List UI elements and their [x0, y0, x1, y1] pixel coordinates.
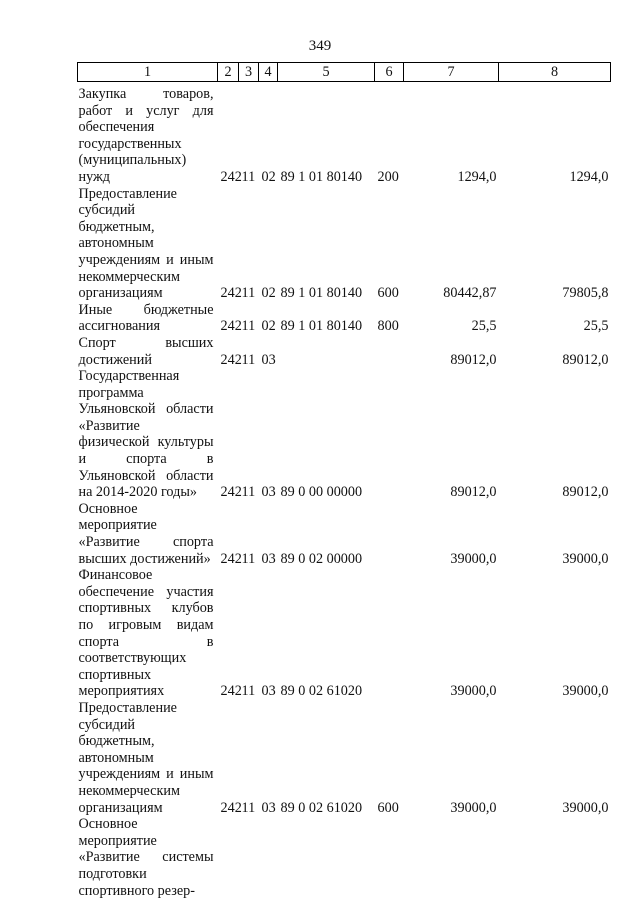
header-col-4: 4 — [259, 63, 278, 82]
row-subsection-code: 03 — [261, 351, 276, 368]
table-header-row — [78, 63, 611, 82]
page-number: 349 — [308, 38, 332, 54]
row-name: Основное мероприятие «Развитие системы подготовки спортивного резер- — [78, 816, 214, 899]
row-expense-type — [375, 567, 404, 700]
row-amount-col8: 1294,0 — [569, 168, 609, 185]
row-section-code: 11 — [241, 168, 256, 185]
row-ministry-code: 242 — [220, 285, 242, 302]
budget-table — [77, 62, 611, 899]
table-row — [78, 368, 611, 501]
row-amount-col8 — [499, 816, 611, 899]
header-col-7: 7 — [404, 63, 499, 82]
row-amount-col7: 1294,0 — [457, 168, 497, 185]
row-target-article: 89 0 00 00000 — [280, 484, 363, 501]
table-row — [78, 82, 611, 186]
row-amount-col7: 25,5 — [471, 318, 497, 335]
row-name: Иные бюджетные ассигнования — [78, 301, 214, 335]
row-section-code: 11 — [241, 285, 256, 302]
table-row — [78, 501, 611, 567]
table-row — [78, 186, 611, 302]
row-ministry-code: 242 — [220, 484, 242, 501]
row-subsection-code: 02 — [261, 168, 276, 185]
row-amount-col8: 39000,0 — [562, 550, 609, 567]
row-name: Государственная программа Ульяновской области «Развитие физической культуры и спорта в Ульяновской области на 2014-2020 годы» — [78, 368, 214, 501]
row-section-code: 11 — [241, 351, 256, 368]
header-col-2: 2 — [218, 63, 239, 82]
row-amount-col7: 89012,0 — [450, 351, 497, 368]
row-target-article — [278, 816, 375, 899]
row-ministry-code: 242 — [220, 683, 242, 700]
row-expense-type — [375, 816, 404, 899]
header-col-1: 1 — [78, 63, 218, 82]
row-subsection-code — [259, 816, 278, 899]
row-amount-col7: 89012,0 — [450, 484, 497, 501]
row-target-article: 89 1 01 80140 — [280, 318, 363, 335]
header-col-8: 8 — [499, 63, 611, 82]
row-section-code: 11 — [241, 799, 256, 816]
row-target-article: 89 0 02 61020 — [280, 799, 363, 816]
row-expense-type — [375, 368, 404, 501]
row-ministry-code: 242 — [220, 351, 242, 368]
row-section-code — [239, 816, 259, 899]
row-amount-col7: 39000,0 — [450, 550, 497, 567]
header-col-6: 6 — [375, 63, 404, 82]
row-amount-col8: 25,5 — [583, 318, 609, 335]
row-ministry-code: 242 — [220, 550, 242, 567]
row-name: Предоставление субсидий бюджетным, автономным учреждениям и иным некоммерческим организациям — [78, 185, 214, 302]
row-name: Спорт высших достижений — [78, 334, 214, 368]
row-ministry-code: 242 — [220, 799, 242, 816]
row-section-code: 11 — [241, 318, 256, 335]
table-row — [78, 700, 611, 816]
row-target-article: 89 0 02 61020 — [280, 683, 363, 700]
row-subsection-code: 03 — [261, 550, 276, 567]
header-col-5: 5 — [278, 63, 375, 82]
row-section-code: 11 — [241, 683, 256, 700]
table-row — [78, 335, 611, 368]
row-expense-type: 600 — [377, 285, 399, 302]
table-row — [78, 302, 611, 335]
row-subsection-code: 03 — [261, 799, 276, 816]
row-target-article — [278, 335, 375, 368]
row-subsection-code: 02 — [261, 285, 276, 302]
row-amount-col8: 39000,0 — [562, 683, 609, 700]
row-expense-type: 600 — [377, 799, 399, 816]
row-ministry-code — [218, 816, 239, 899]
row-target-article: 89 0 02 00000 — [280, 550, 363, 567]
row-subsection-code: 03 — [261, 683, 276, 700]
row-name: Основное мероприятие «Развитие спорта высших достижений» — [78, 500, 214, 567]
row-amount-col8: 89012,0 — [562, 351, 609, 368]
row-section-code: 11 — [241, 484, 256, 501]
row-amount-col8: 39000,0 — [562, 799, 609, 816]
row-ministry-code: 242 — [220, 168, 242, 185]
row-amount-col8: 89012,0 — [562, 484, 609, 501]
row-expense-type — [375, 335, 404, 368]
table-row — [78, 816, 611, 899]
row-expense-type: 800 — [377, 318, 399, 335]
row-amount-col7: 39000,0 — [450, 799, 497, 816]
row-name: Финансовое обеспечение участия спортивных клубов по игровым видам спорта в соответствующих спортивных мероприятиях — [78, 567, 214, 700]
row-section-code: 11 — [241, 550, 256, 567]
row-amount-col7 — [404, 816, 499, 899]
row-target-article: 89 1 01 80140 — [280, 168, 363, 185]
row-name: Предоставление субсидий бюджетным, автономным учреждениям и иным некоммерческим организациям — [78, 699, 214, 816]
row-amount-col7: 80442,87 — [443, 285, 497, 302]
row-subsection-code: 02 — [261, 318, 276, 335]
table-row — [78, 567, 611, 700]
header-col-3: 3 — [239, 63, 259, 82]
row-subsection-code: 03 — [261, 484, 276, 501]
row-ministry-code: 242 — [220, 318, 242, 335]
row-amount-col8: 79805,8 — [562, 285, 609, 302]
row-target-article: 89 1 01 80140 — [280, 285, 363, 302]
row-amount-col7: 39000,0 — [450, 683, 497, 700]
row-expense-type: 200 — [377, 168, 399, 185]
row-name: Закупка товаров, работ и услуг для обеспечения государственных (муниципальных) нужд — [78, 86, 214, 185]
row-expense-type — [375, 501, 404, 567]
